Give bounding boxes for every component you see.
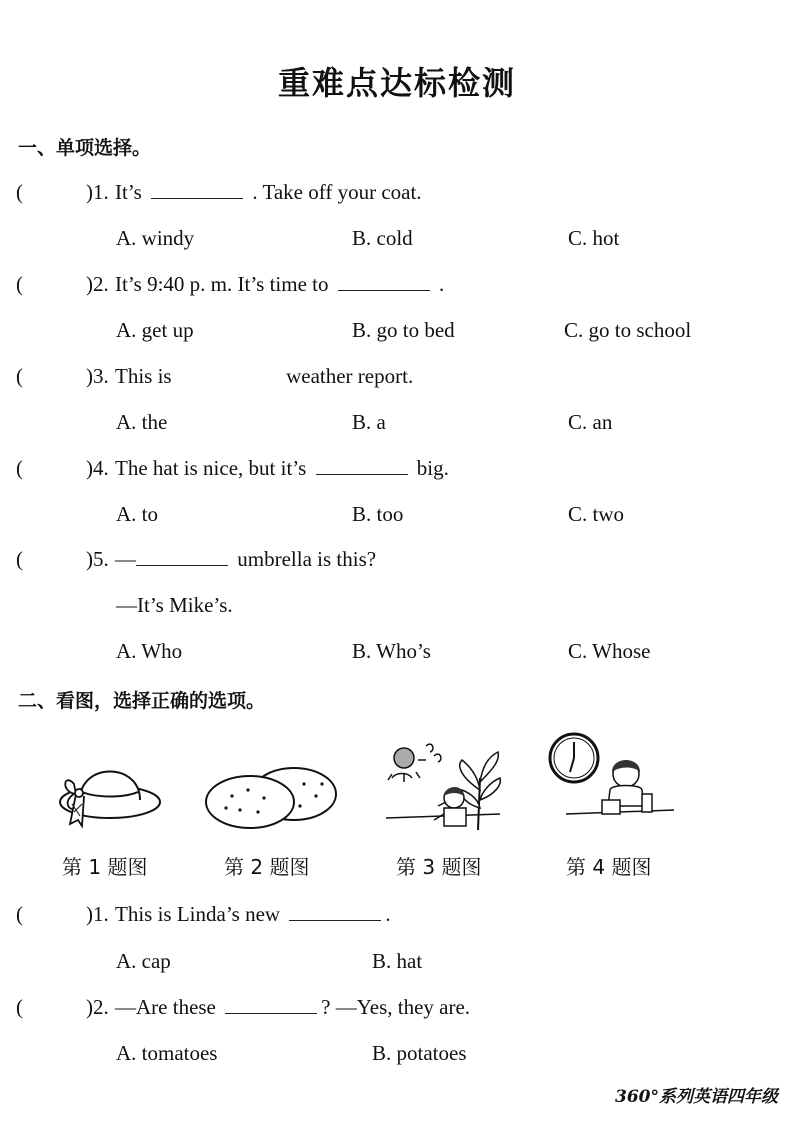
- question-text-before: It’s: [115, 180, 142, 204]
- page-footer: 360°系列英语四年级: [615, 1087, 778, 1107]
- answer-paren-open: (: [16, 456, 23, 480]
- option-c: C. hot: [568, 226, 620, 250]
- question-number: )5.: [86, 547, 109, 571]
- s2-question-2: [0, 995, 794, 1025]
- s1-question-1: [0, 180, 794, 210]
- answer-blank[interactable]: [316, 473, 408, 475]
- question-number: )1.: [86, 902, 109, 926]
- option-a: A. tomatoes: [116, 1041, 218, 1065]
- answer-blank[interactable]: [289, 919, 381, 921]
- option-b: B. go to bed: [352, 318, 455, 342]
- question-text-after: umbrella is this?: [237, 547, 377, 571]
- answer-paren-open: (: [16, 364, 23, 388]
- option-a: A. cap: [116, 949, 171, 973]
- s1-question-2: [0, 272, 794, 302]
- question-text-before: —Are these: [115, 995, 216, 1019]
- question-text-after: .: [439, 272, 445, 296]
- hat-picture: [52, 742, 164, 832]
- answer-paren-open: (: [16, 547, 23, 571]
- option-b: B. potatoes: [372, 1041, 467, 1065]
- option-a: A. Who: [116, 639, 183, 663]
- option-a: A. the: [116, 410, 168, 434]
- option-a: A. windy: [116, 226, 195, 250]
- option-b: B. cold: [352, 226, 413, 250]
- question-text-before: —: [115, 547, 136, 571]
- answer-blank[interactable]: [338, 289, 430, 291]
- clock-boy-picture: [548, 732, 678, 834]
- answer-paren-open: (: [16, 272, 23, 296]
- question-text-before: This is: [115, 364, 172, 388]
- question-text-after: ? —Yes, they are.: [321, 995, 471, 1019]
- answer-paren-open: (: [16, 180, 23, 204]
- question-number: )2.: [86, 995, 109, 1019]
- s1-question-4: [0, 456, 794, 486]
- question-number: )2.: [86, 272, 109, 296]
- picture-3-caption: 第 3 题图: [396, 855, 482, 879]
- picture-4-caption: 第 4 题图: [566, 855, 652, 879]
- option-b: B. a: [352, 410, 386, 434]
- question-text-before: This is Linda’s new: [115, 902, 281, 926]
- page-title: 重难点达标检测: [277, 64, 516, 102]
- question-text-after: big.: [416, 456, 449, 480]
- picture-2-caption: 第 2 题图: [224, 855, 310, 879]
- s1-question-3: [0, 364, 794, 394]
- option-c: C. go to school: [564, 318, 692, 342]
- option-b: B. hat: [372, 949, 423, 973]
- option-b: B. too: [352, 502, 404, 526]
- option-c: C. Whose: [568, 639, 651, 663]
- s1-question-5: [0, 547, 794, 577]
- option-a: A. to: [116, 502, 158, 526]
- answer-blank[interactable]: [225, 1012, 317, 1014]
- question-reply-line: —It’s Mike’s.: [116, 593, 233, 617]
- option-c: C. an: [568, 410, 613, 434]
- option-b: B. Who’s: [352, 639, 431, 663]
- potatoes-picture: [202, 762, 342, 832]
- question-number: )4.: [86, 456, 109, 480]
- question-text-after: weather report.: [286, 364, 414, 388]
- answer-paren-open: (: [16, 995, 23, 1019]
- s2-question-1: [0, 902, 794, 932]
- answer-blank[interactable]: [136, 564, 228, 566]
- question-text-after: . Take off your coat.: [252, 180, 422, 204]
- hot-weather-picture: [382, 738, 504, 834]
- option-a: A. get up: [116, 318, 194, 342]
- answer-blank[interactable]: [151, 197, 243, 199]
- question-text-after: .: [385, 902, 391, 926]
- section-2-heading: 二、看图，选择正确的选项。: [18, 690, 266, 712]
- question-number: )3.: [86, 364, 109, 388]
- picture-1-caption: 第 1 题图: [62, 855, 148, 879]
- section-1-heading: 一、单项选择。: [18, 137, 152, 159]
- question-text-before: It’s 9:40 p. m. It’s time to: [115, 272, 329, 296]
- question-number: )1.: [86, 180, 109, 204]
- answer-paren-open: (: [16, 902, 23, 926]
- question-text-before: The hat is nice, but it’s: [115, 456, 307, 480]
- option-c: C. two: [568, 502, 625, 526]
